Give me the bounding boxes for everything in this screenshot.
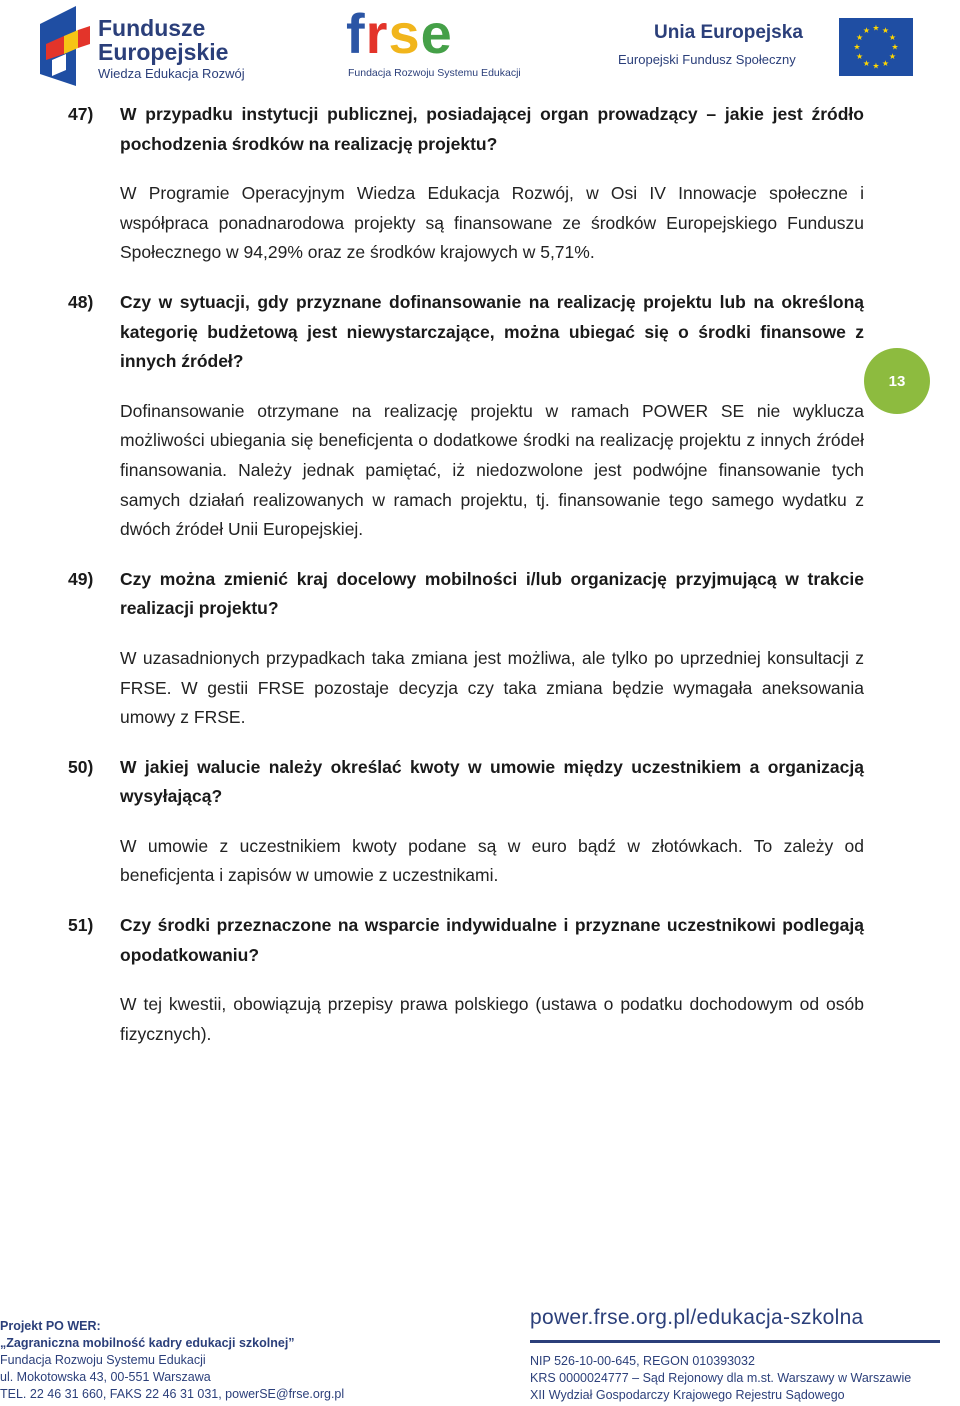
faq-item-47	[68, 100, 864, 268]
faq-question	[68, 911, 864, 970]
frse-logo	[346, 2, 536, 82]
footer-krs: KRS 0000024777 – Sąd Rejonowy dla m.st. Warszawy w Warszawie	[530, 1371, 912, 1385]
footer-project-info	[0, 1318, 420, 1403]
faq-content	[68, 100, 864, 1049]
fe-subtitle: Wiedza Edukacja Rozwój	[98, 66, 245, 81]
footer-divider	[530, 1340, 940, 1343]
frse-subtitle: Fundacja Rozwoju Systemu Edukacji	[348, 67, 521, 79]
eu-star-icon: ★	[862, 26, 871, 36]
faq-item-49	[68, 565, 864, 733]
faq-answer: W tej kwestii, obowiązują przepisy prawa polskiego (ustawa o podatku dochodowym od osób fizycznych).	[120, 994, 864, 1044]
eu-star-icon: ★	[872, 23, 880, 33]
faq-question-text: Czy można zmienić kraj docelowy mobilności i/lub organizację przyjmującą w trakcie realizacji projektu?	[120, 568, 864, 619]
eu-flag-icon	[839, 18, 913, 76]
fe-name-line1: Fundusze	[98, 15, 206, 41]
eu-star-icon: ★	[853, 42, 861, 52]
eu-star-icon: ★	[888, 33, 897, 42]
faq-question-text: W jakiej walucie należy określać kwoty w umowie między uczestnikiem a organizacją wysyłającą?	[120, 756, 864, 807]
ue-subtitle: Europejski Fundusz Społeczny	[618, 52, 796, 67]
eu-star-icon: ★	[881, 58, 890, 68]
page-number-badge: 13	[864, 348, 930, 414]
faq-number: 50)	[68, 756, 94, 777]
faq-item-50	[68, 753, 864, 891]
fe-name-line2: Europejskie	[98, 39, 229, 65]
frse-letter-f: f	[346, 2, 366, 65]
eu-star-icon: ★	[891, 42, 899, 52]
ue-name: Unia Europejska	[654, 22, 803, 43]
faq-number: 51)	[68, 915, 94, 936]
footer-address: ul. Mokotowska 43, 00-551 Warszawa	[0, 1370, 211, 1384]
footer-nip-regon: NIP 526-10-00-645, REGON 010393032	[530, 1354, 755, 1368]
page-header	[0, 0, 960, 95]
eu-star-icon: ★	[888, 52, 897, 61]
frse-wordmark	[346, 4, 453, 64]
eu-star-icon: ★	[855, 52, 864, 61]
footer-contact: TEL. 22 46 31 660, FAKS 22 46 31 031, powerSE@frse.org.pl	[0, 1387, 345, 1401]
footer-court: XII Wydział Gospodarczy Krajowego Rejestru Sądowego	[530, 1388, 845, 1402]
unia-europejska-logo	[618, 18, 918, 88]
faq-question	[68, 565, 864, 624]
faq-question	[68, 100, 864, 159]
frse-letter-e: e	[420, 2, 453, 65]
fundusze-europejskie-mark-icon	[38, 6, 90, 86]
eu-star-icon: ★	[872, 61, 880, 71]
faq-answer: W umowie z uczestnikiem kwoty podane są w euro bądź w złotówkach. To zależy od beneficjenta i zapisów w umowie z uczestnikami.	[120, 835, 864, 886]
frse-letter-r: r	[365, 2, 389, 65]
faq-item-48	[68, 288, 864, 545]
fundusze-europejskie-logo	[38, 6, 278, 86]
eu-star-icon: ★	[855, 33, 864, 42]
faq-number: 47)	[68, 104, 94, 124]
faq-question-text: Czy środki przeznaczone na wsparcie indywidualne i przyznane uczestnikowi podlegają opodatkowaniu?	[120, 915, 864, 965]
fundusze-europejskie-name	[98, 16, 228, 64]
page-footer	[0, 1300, 960, 1406]
footer-org: Fundacja Rozwoju Systemu Edukacji	[0, 1353, 206, 1367]
faq-answer: W Programie Operacyjnym Wiedza Edukacja Rozwój, w Osi IV Innowacje społeczne i współpraca ponadnarodowa projekty są finansowane ze środków Europejskiego Funduszu Społecznego w 94,29% oraz ze środków krajowych w 5,71%.	[120, 183, 864, 263]
footer-url-link[interactable]: power.frse.org.pl/edukacja-szkolna	[530, 1306, 864, 1329]
faq-number: 48)	[68, 291, 94, 312]
faq-answer: Dofinansowanie otrzymane na realizację projektu w ramach POWER SE nie wyklucza możliwości ubiegania się beneficjenta o dodatkowe środki na realizację projektu z innych źródeł finansowania. Należy jednak pamiętać, iż niedozwolone jest podwójne finansowanie tych samych działań realizowanych w ramach projektu, tj. finansowanie tego samego wydatku z dwóch źródeł Unii Europejskiej.	[120, 400, 864, 540]
faq-question	[68, 753, 864, 812]
footer-registration	[530, 1304, 950, 1404]
eu-star-icon: ★	[881, 26, 890, 36]
frse-letter-s: s	[388, 2, 421, 65]
eu-star-icon: ★	[862, 58, 871, 68]
faq-question	[68, 288, 864, 377]
footer-project-name: „Zagraniczna mobilność kadry edukacji szkolnej”	[0, 1336, 295, 1350]
footer-project-label: Projekt PO WER:	[0, 1319, 101, 1333]
faq-number: 49)	[68, 568, 94, 589]
faq-question-text: Czy w sytuacji, gdy przyznane dofinansowanie na realizację projektu lub na określoną kategorię budżetową jest niewystarczające, można ubiegać się o środki finansowe z innych źródeł?	[120, 291, 864, 372]
faq-answer: W uzasadnionych przypadkach taka zmiana jest możliwa, ale tylko po uprzedniej konsultacji z FRSE. W gestii FRSE pozostaje decyzja czy taka zmiana będzie wymagała aneksowania umowy z FRSE.	[120, 647, 864, 728]
faq-item-51	[68, 911, 864, 1049]
faq-question-text: W przypadku instytucji publicznej, posiadającej organ prowadzący – jakie jest źródło pochodzenia środków na realizację projektu?	[120, 104, 864, 154]
